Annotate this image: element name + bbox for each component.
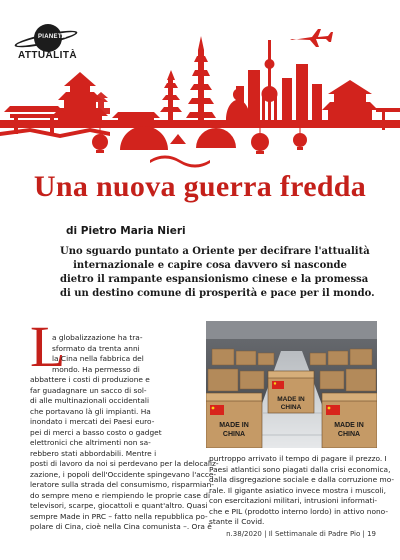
lede-line: dietro il rampante espansionismo cinese e la promessa xyxy=(60,274,369,285)
box-label-made-in: MADE IN xyxy=(277,396,305,403)
body-line: che e PIL (prodotto interno lordo) in attivo nono- xyxy=(209,506,388,516)
body-line: inondato i mercati dei Paesi euro- xyxy=(30,417,155,426)
footer-issue: n.38/2020 xyxy=(226,530,262,538)
body-line: Paesi atlantici sono piagati dalla crisi economica, xyxy=(209,464,391,474)
body-line: la Cina nella fabbrica del xyxy=(52,354,144,363)
made-in-china-boxes-photo xyxy=(206,321,377,448)
body-line: leratore sulla strada del consumismo, risparmian- xyxy=(30,480,214,489)
body-line: mondo. Ha permesso di xyxy=(52,364,140,374)
body-line: abbattere i costi di produzione e xyxy=(30,375,150,384)
section-logo-name: ATTUALITÀ xyxy=(18,50,77,61)
box-label-made-in: MADE IN xyxy=(219,422,249,429)
body-line: sempre Made in PRC – fatto nella repubblica po- xyxy=(30,511,208,521)
body-line: stante il Covid. xyxy=(209,517,265,526)
china-flag-icon xyxy=(272,381,284,389)
body-line: purtroppo arrivato il tempo di pagare il prezzo. I xyxy=(209,454,387,463)
body-line: che portavano là gli impianti. Ha xyxy=(30,406,151,416)
china-flag-icon xyxy=(210,405,224,415)
drop-cap: L xyxy=(30,314,66,379)
page-number: 19 xyxy=(367,530,376,538)
box-label-china: CHINA xyxy=(337,431,361,438)
section-logo-planet: PIANETA xyxy=(38,34,66,40)
body-line: rebbero stati abbordabili. Mentre i xyxy=(30,448,157,458)
lede-line: Uno sguardo puntato a Oriente per decifrare l'attualità xyxy=(60,246,370,257)
box-label-made-in: MADE IN xyxy=(334,422,364,429)
article-title: Una nuova guerra fredda xyxy=(33,170,367,203)
lede-line: internazionale e capire cosa davvero si nasconde xyxy=(73,260,347,271)
body-line: posti di lavoro da noi si perdevano per la delocaliz- xyxy=(30,459,219,468)
body-line: far guadagnare un sacco di sol- xyxy=(30,385,147,395)
box-label-china: CHINA xyxy=(280,404,302,411)
footer-separator: | xyxy=(362,530,368,538)
body-line: pei di merci a basso costo o gadget xyxy=(30,427,162,437)
body-line: a globalizzazione ha tra- xyxy=(52,333,143,342)
box-label-china: CHINA xyxy=(222,431,246,438)
body-line: polare di Cina, cioè nella Cina comunista –. Ora è xyxy=(30,522,212,531)
footer-magazine: Il Settimanale di Padre Pio xyxy=(268,530,361,538)
body-line: televisori, scarpe, giocattoli e quant'altro. Quasi xyxy=(30,501,208,510)
body-line: dalla disgregazione sociale e dalla corruzione mo- xyxy=(209,475,395,484)
body-line: con esercitazioni militari, intrusioni informati- xyxy=(209,496,378,505)
body-line: di alle multinazionali occidentali xyxy=(30,396,150,405)
body-column-right xyxy=(209,454,394,528)
china-flag-icon xyxy=(326,405,340,415)
footer-separator: | xyxy=(264,530,269,538)
article-lede xyxy=(60,245,375,301)
article-byline: di Pietro Maria Nieri xyxy=(66,225,186,237)
body-line: elettronici che altrimenti non sa- xyxy=(30,438,151,447)
page-footer xyxy=(226,530,376,538)
body-line: rale. Il gigante asiatico invece mostra i muscoli, xyxy=(209,485,386,495)
body-line: sformato da trenta anni xyxy=(52,343,140,353)
lede-line: di un destino comune di prosperità e pace per il mondo. xyxy=(60,288,375,299)
airplane-icon xyxy=(290,29,333,47)
body-line: do sempre meno e riempiendo le proprie case di xyxy=(30,490,210,500)
body-line: zazione, i popoli dell'Occidente spingevano l'acce- xyxy=(30,469,217,479)
body-column-left xyxy=(30,333,219,533)
china-skyline-illustration xyxy=(0,0,400,170)
